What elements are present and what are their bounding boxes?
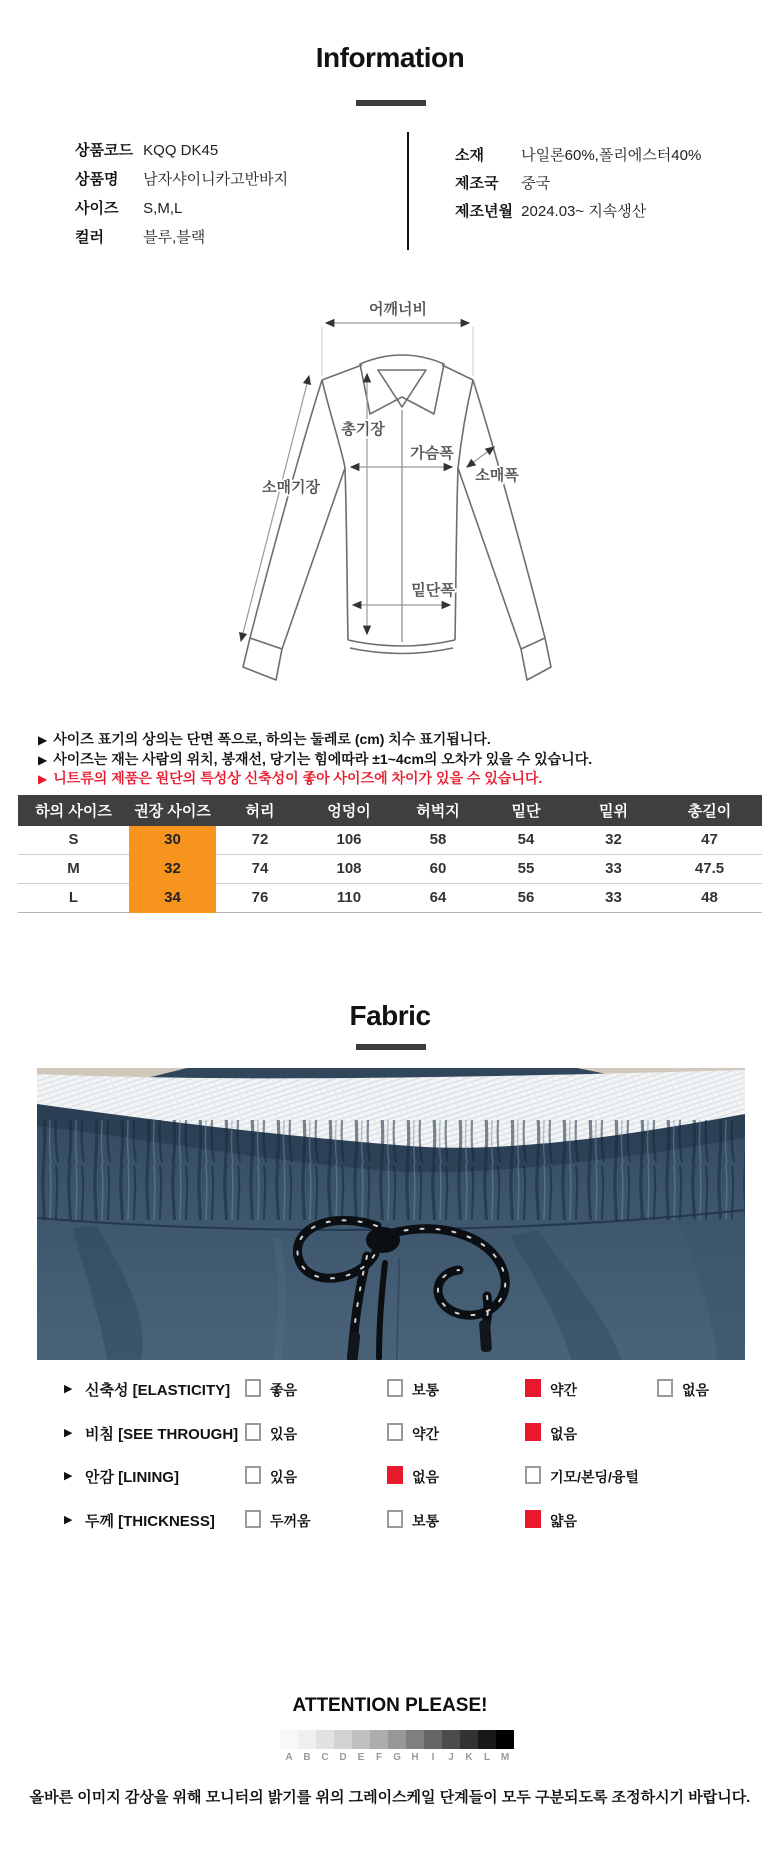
shirt-outline <box>243 355 551 680</box>
grayscale-step <box>478 1730 496 1749</box>
checkbox-icon <box>387 1510 403 1528</box>
grayscale-letter: J <box>448 1752 454 1763</box>
size-cell: 32 <box>570 826 657 855</box>
bullet-icon: ▶ <box>64 1427 73 1439</box>
info-label: 상품명 <box>75 171 119 188</box>
information-title: Information <box>315 42 465 73</box>
info-row-product-code <box>75 139 218 160</box>
fabric-option-label: 약간 <box>550 1382 578 1398</box>
fabric-photo-illustration <box>37 1068 745 1360</box>
info-label: 사이즈 <box>75 200 119 217</box>
collar-opening <box>378 370 426 407</box>
shoulder-width-label: 어깨너비 <box>369 301 427 318</box>
fabric-attribute-label: 안감 [LINING] <box>85 1469 179 1486</box>
info-label: 제조년월 <box>455 203 513 220</box>
fabric-option <box>657 1379 709 1400</box>
info-value: 나일론60%,폴리에스터40% <box>521 147 702 164</box>
size-cell: 54 <box>482 826 570 855</box>
grayscale-step <box>370 1730 388 1749</box>
fabric-title: Fabric <box>349 1000 431 1031</box>
left-sleeve <box>250 380 322 638</box>
info-row-material <box>455 144 701 165</box>
size-cell: 48 <box>657 884 762 913</box>
fabric-option <box>245 1510 311 1531</box>
fabric-option-label: 있음 <box>270 1469 298 1485</box>
grayscale-letter: D <box>339 1752 347 1763</box>
notice-text: 니트류의 제품은 원단의 특성상 신축성이 좋아 사이즈에 차이가 있을 수 있습니다. <box>53 770 543 786</box>
grayscale-letter: A <box>285 1752 293 1763</box>
grayscale-step <box>280 1730 298 1749</box>
grayscale-letter: K <box>465 1752 473 1763</box>
grayscale-step <box>352 1730 370 1749</box>
fabric-option <box>525 1423 577 1444</box>
checkbox-icon <box>525 1379 541 1397</box>
fabric-option <box>387 1379 439 1400</box>
fabric-attribute-label: 신축성 [ELASTICITY] <box>85 1382 231 1399</box>
fabric-option <box>245 1423 297 1444</box>
info-label: 컬러 <box>75 229 104 246</box>
size-measurement-diagram <box>0 250 780 690</box>
checkbox-icon <box>245 1379 261 1397</box>
checkbox-icon <box>657 1379 673 1397</box>
column-header: 총길이 <box>687 803 732 820</box>
fabric-option <box>525 1466 639 1487</box>
grayscale-letter: M <box>500 1752 510 1763</box>
info-column-divider <box>407 132 409 250</box>
grayscale-letter: E <box>357 1752 365 1763</box>
size-cell: 58 <box>394 826 482 855</box>
size-cell: 72 <box>216 826 304 855</box>
total-length-label: 총기장 <box>341 421 385 438</box>
checkbox-icon <box>525 1466 541 1484</box>
checkbox-icon <box>525 1423 541 1441</box>
column-header: 허벅지 <box>416 803 460 820</box>
size-cell: 108 <box>304 855 394 884</box>
info-row-size <box>75 197 182 218</box>
size-table <box>18 795 762 913</box>
grayscale-letter: G <box>393 1752 401 1763</box>
fabric-row-elasticity <box>0 1379 780 1399</box>
info-row-origin <box>455 172 550 193</box>
bullet-icon: ▶ <box>64 1470 73 1482</box>
info-value: 블루,블랙 <box>143 229 206 246</box>
size-cell: 47 <box>657 826 762 855</box>
fabric-option <box>525 1379 577 1400</box>
fabric-attribute-label: 두께 [THICKNESS] <box>85 1513 215 1530</box>
info-value: 2024.03~ 지속생산 <box>521 203 647 220</box>
grayscale-step <box>316 1730 334 1749</box>
fabric-option-label: 보통 <box>412 1513 440 1529</box>
drawstring-aglet-right <box>479 1320 492 1353</box>
grayscale-letter: F <box>375 1752 383 1763</box>
column-header: 하의 사이즈 <box>35 803 112 820</box>
sleeve-width-label: 소매폭 <box>475 467 519 484</box>
checkbox-icon <box>245 1466 261 1484</box>
size-cell: 33 <box>570 884 657 913</box>
info-value: 중국 <box>521 175 551 192</box>
recommended-size-cell: 32 <box>129 855 216 884</box>
fabric-row-see-through <box>0 1423 780 1443</box>
checkbox-icon <box>387 1379 403 1397</box>
info-label: 제조국 <box>455 175 499 192</box>
size-table-header <box>18 795 762 826</box>
elastic-waistband <box>37 1104 745 1230</box>
right-sleeve <box>473 380 545 638</box>
fabric-option <box>245 1466 297 1487</box>
right-cuff <box>521 638 551 680</box>
grayscale-letter: B <box>303 1752 311 1763</box>
checkbox-icon <box>387 1423 403 1441</box>
grayscale-step <box>388 1730 406 1749</box>
size-cell: 110 <box>304 884 394 913</box>
hem-width-label: 밑단폭 <box>411 582 455 599</box>
checkbox-icon <box>245 1510 261 1528</box>
size-cell: 76 <box>216 884 304 913</box>
attention-caption: 올바른 이미지 감상을 위해 모니터의 밝기를 위의 그레이스케일 단계들이 모두 구분되도록 조정하시기 바랍니다. <box>29 1789 751 1806</box>
size-cell: 47.5 <box>657 855 762 884</box>
checkbox-icon <box>245 1423 261 1441</box>
notice-line <box>38 768 542 788</box>
info-value: 남자샤이니카고반바지 <box>143 171 289 188</box>
sleeve-length-label: 소매기장 <box>262 479 320 496</box>
fabric-option <box>387 1423 439 1444</box>
grayscale-step <box>406 1730 424 1749</box>
size-cell: 74 <box>216 855 304 884</box>
info-label: 소재 <box>455 147 484 164</box>
fabric-title-underline <box>356 1044 426 1050</box>
size-cell: 56 <box>482 884 570 913</box>
fabric-option-label: 없음 <box>412 1469 440 1485</box>
fabric-row-thickness <box>0 1510 780 1530</box>
size-cell: 60 <box>394 855 482 884</box>
left-cuff <box>243 638 282 680</box>
fabric-option <box>525 1510 577 1531</box>
fabric-option-label: 얇음 <box>550 1513 578 1529</box>
size-cell: L <box>18 884 129 913</box>
size-cell: 106 <box>304 826 394 855</box>
grayscale-letters <box>280 1752 514 1763</box>
grayscale-step <box>496 1730 514 1749</box>
drawstring-knot <box>366 1227 400 1253</box>
table-row-l <box>18 884 762 913</box>
grayscale-letter: C <box>321 1752 329 1763</box>
size-cell: 33 <box>570 855 657 884</box>
grayscale-step <box>460 1730 478 1749</box>
size-cell: M <box>18 855 129 884</box>
grayscale-letter: H <box>411 1752 419 1763</box>
info-row-color <box>75 226 205 247</box>
info-row-product-name <box>75 168 288 189</box>
collar <box>360 355 444 414</box>
grayscale-letter: L <box>483 1752 491 1763</box>
grayscale-step <box>424 1730 442 1749</box>
fabric-option-label: 기모/본딩/융털 <box>550 1469 639 1485</box>
checkbox-icon <box>387 1466 403 1484</box>
table-row-m <box>18 855 762 884</box>
sleeve-width-arrow <box>467 447 494 467</box>
bullet-icon: ▶ <box>64 1514 73 1526</box>
grayscale-letter: I <box>431 1752 435 1763</box>
notice-text: 사이즈 표기의 상의는 단면 폭으로, 하의는 둘레로 (cm) 치수 표기됩니다. <box>53 731 491 747</box>
recommended-size-cell: 34 <box>129 884 216 913</box>
grayscale-step <box>334 1730 352 1749</box>
fabric-row-lining <box>0 1466 780 1486</box>
fabric-option-label: 없음 <box>682 1382 710 1398</box>
fabric-option <box>245 1379 297 1400</box>
info-value: S,M,L <box>143 200 183 217</box>
fabric-attribute-label: 비침 [SEE THROUGH] <box>85 1426 239 1443</box>
fabric-option <box>387 1510 439 1531</box>
notice-line <box>38 729 491 749</box>
table-row-s <box>18 826 762 855</box>
bullet-icon: ▶ <box>38 772 48 786</box>
grayscale-step <box>298 1730 316 1749</box>
fabric-option <box>387 1466 439 1487</box>
fabric-option-label: 보통 <box>412 1382 440 1398</box>
fabric-option-label: 약간 <box>412 1426 440 1442</box>
column-header: 허리 <box>245 803 275 820</box>
fabric-option-label: 없음 <box>550 1426 578 1442</box>
fabric-option-label: 있음 <box>270 1426 298 1442</box>
column-header: 권장 사이즈 <box>134 803 211 820</box>
column-header: 엉덩이 <box>327 803 371 820</box>
notice-text: 사이즈는 재는 사람의 위치, 봉재선, 당기는 힘에따라 ±1~4cm의 오차가 있을 수 있습니다. <box>53 751 593 767</box>
column-header: 밑단 <box>511 803 541 820</box>
grayscale-bar <box>280 1730 514 1749</box>
chest-width-label: 가슴폭 <box>410 445 454 462</box>
attention-title: ATTENTION PLEASE! <box>292 1695 488 1716</box>
bullet-icon: ▶ <box>38 753 48 767</box>
size-cell: S <box>18 826 129 855</box>
info-value: KQQ DK45 <box>143 142 219 159</box>
information-title-underline <box>356 100 426 106</box>
fabric-option-label: 좋음 <box>270 1382 298 1398</box>
fabric-photo <box>37 1068 745 1360</box>
fabric-option-label: 두꺼움 <box>270 1513 311 1529</box>
info-label: 상품코드 <box>75 142 133 159</box>
grayscale-step <box>442 1730 460 1749</box>
bullet-icon: ▶ <box>38 733 48 747</box>
column-header: 밑위 <box>599 803 628 820</box>
checkbox-icon <box>525 1510 541 1528</box>
recommended-size-cell: 30 <box>129 826 216 855</box>
size-cell: 55 <box>482 855 570 884</box>
bullet-icon: ▶ <box>64 1383 73 1395</box>
size-cell: 64 <box>394 884 482 913</box>
info-row-manufacture-date <box>455 200 646 221</box>
notice-line <box>38 749 592 769</box>
